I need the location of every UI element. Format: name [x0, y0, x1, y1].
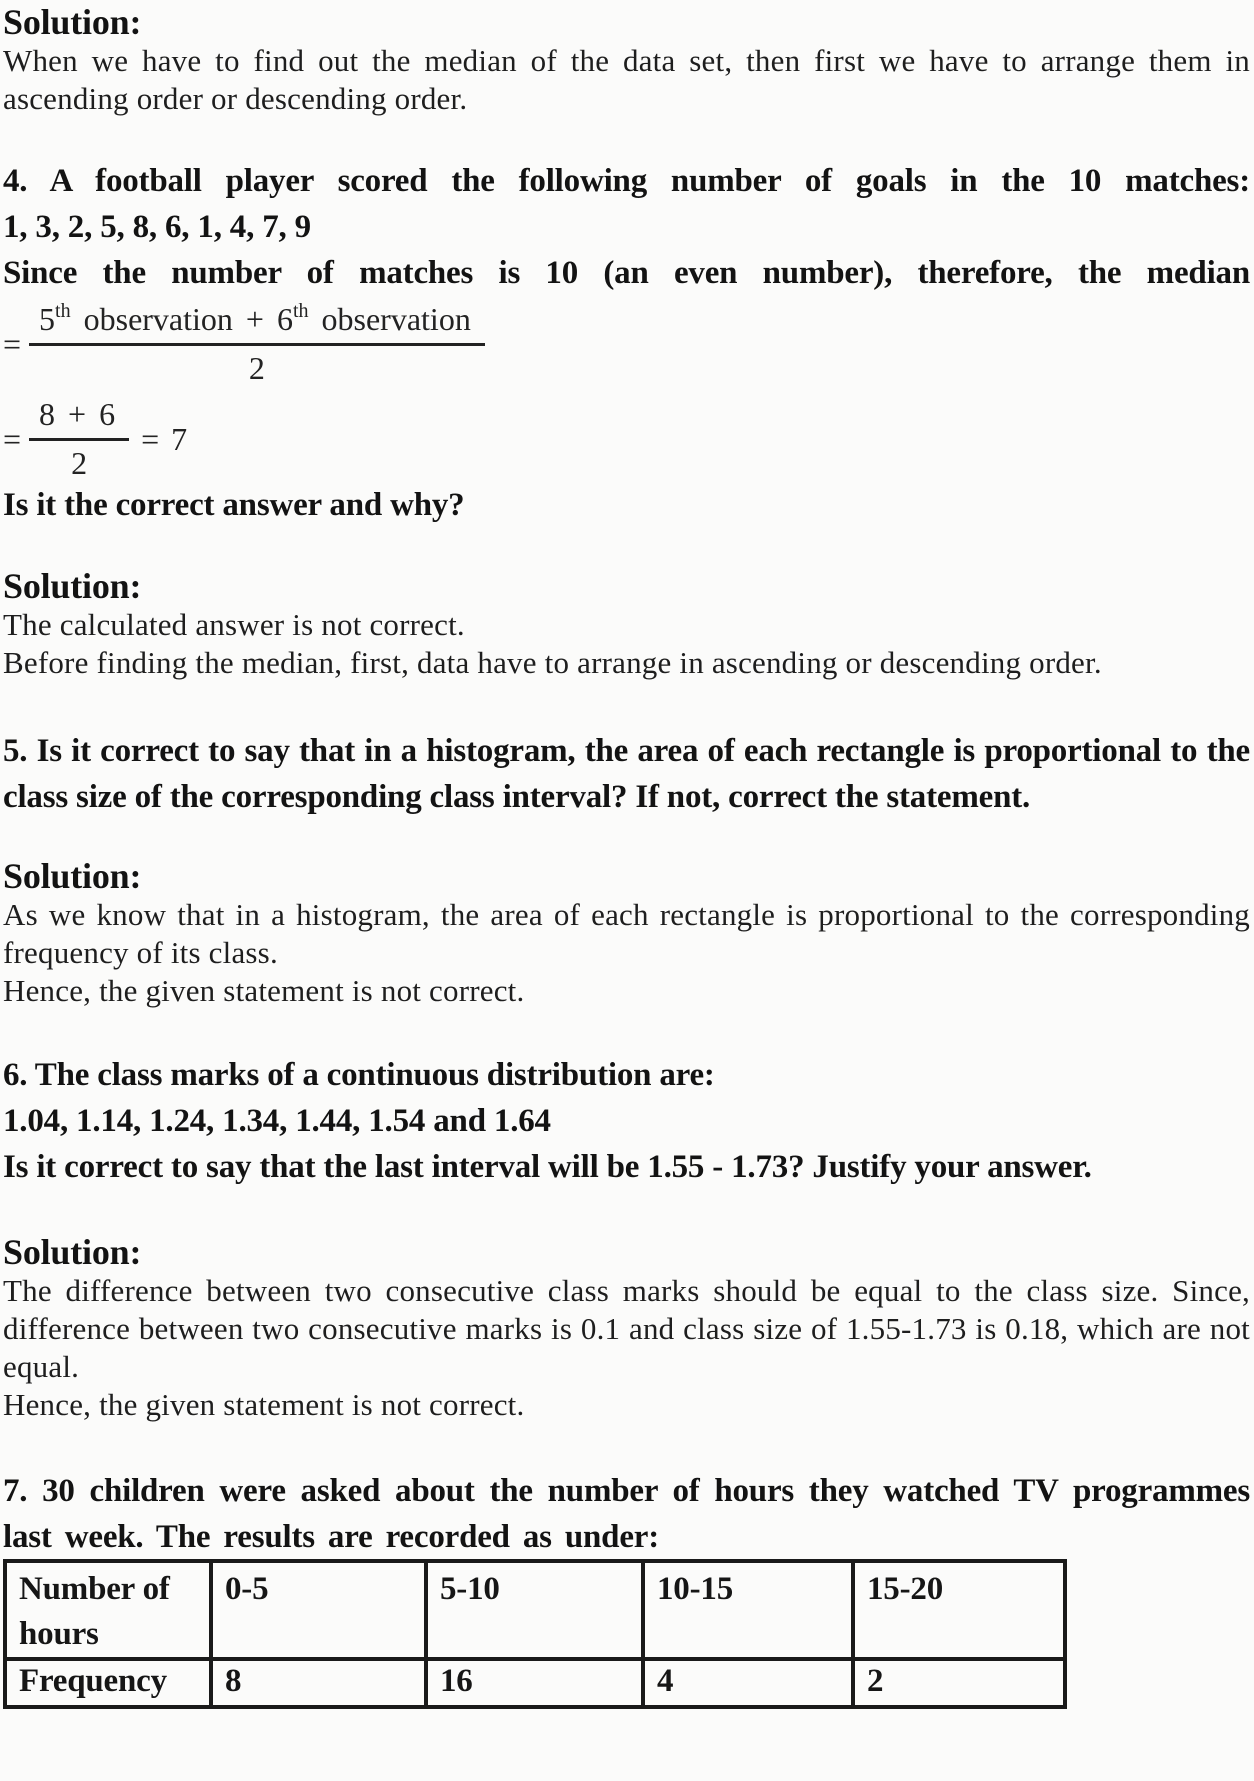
solution-4-line-2: Before finding the median, first, data have to arrange in ascending or descending order. [3, 645, 1102, 680]
question-7-title: 7. 30 children were asked about the number of hours they watched TV programmes last week. The results are recorded as under: [3, 1473, 1250, 1555]
question-6-class-marks-data: 1.04, 1.14, 1.24, 1.34, 1.44, 1.54 and 1.64 [3, 1103, 551, 1139]
solution-4-heading: Solution: [3, 566, 142, 606]
header-cell-10-15: 10-15 [643, 1561, 853, 1659]
solution-1-heading: Solution: [3, 2, 142, 42]
equals-sign: = [3, 325, 22, 362]
header-cell-15-20: 15-20 [853, 1561, 1065, 1659]
header-cell-5-10: 5-10 [426, 1561, 643, 1659]
frequency-value-0-5: 8 [211, 1659, 426, 1707]
fraction-denominator: 2 [71, 445, 88, 481]
frequency-label-cell: Frequency [5, 1659, 211, 1707]
solution-1-text: When we have to find out the median of the data set, then first we have to arrange them in ascending order or descending order. [3, 43, 1250, 116]
question-5-title: 5. Is it correct to say that in a histogram, the area of each rectangle is proportional to the class size of the corresponding class interval? If not, correct the statement. [3, 733, 1250, 815]
fraction-numerator [29, 300, 485, 346]
ordinal-suffix: th [55, 300, 71, 322]
median-calculation-formula [3, 395, 1250, 482]
solution-6-text: The difference between two consecutive class marks should be equal to the class size. Since, difference between two consecutive marks is 0.1 and class size of 1.55-1.73 is 0.18, which are not equal. [3, 1273, 1250, 1384]
solution-6-conclusion: Hence, the given statement is not correct. [3, 1387, 525, 1422]
question-4-since-line: Since the number of matches is 10 (an even number), therefore, the median [3, 255, 1250, 291]
frequency-value-15-20: 2 [853, 1659, 1065, 1707]
question-4-title: 4. A football player scored the following number of goals in the 10 matches: [3, 163, 1250, 199]
equals-sign: = [3, 420, 22, 457]
fraction-denominator: 2 [248, 350, 265, 386]
table-frequency-row [5, 1659, 1065, 1707]
question-4-ask-line: Is it the correct answer and why? [3, 487, 465, 523]
fraction [29, 300, 485, 387]
numerator-middle: observation + 6 [70, 301, 293, 337]
tv-hours-frequency-table [3, 1559, 1067, 1709]
frequency-value-10-15: 4 [643, 1659, 853, 1707]
ordinal-suffix: th [292, 300, 309, 322]
numerator-term-1: 5 [39, 301, 56, 337]
solution-5-text: As we know that in a histogram, the area of each rectangle is proportional to the corresponding frequency of its class. [3, 897, 1250, 970]
header-cell-number-of-hours: Number of hours [5, 1561, 211, 1659]
question-4-goals-data: 1, 3, 2, 5, 8, 6, 1, 4, 7, 9 [3, 209, 311, 245]
numerator-end: observation [308, 301, 471, 337]
solution-4-line-1: The calculated answer is not correct. [3, 607, 465, 642]
question-6-ask-line: Is it correct to say that the last interval will be 1.55 - 1.73? Justify your answer. [3, 1149, 1092, 1185]
fraction-numerator: 8 + 6 [29, 395, 129, 441]
table-header-row [5, 1561, 1065, 1659]
fraction [29, 395, 129, 482]
header-cell-0-5: 0-5 [211, 1561, 426, 1659]
question-6-title: 6. The class marks of a continuous distribution are: [3, 1057, 715, 1093]
solution-5-conclusion: Hence, the given statement is not correct. [3, 973, 525, 1008]
frequency-value-5-10: 16 [426, 1659, 643, 1707]
solution-5-heading: Solution: [3, 856, 142, 896]
median-definition-formula [3, 300, 1250, 387]
formula-result: = 7 [141, 420, 188, 457]
solution-6-heading: Solution: [3, 1232, 142, 1272]
